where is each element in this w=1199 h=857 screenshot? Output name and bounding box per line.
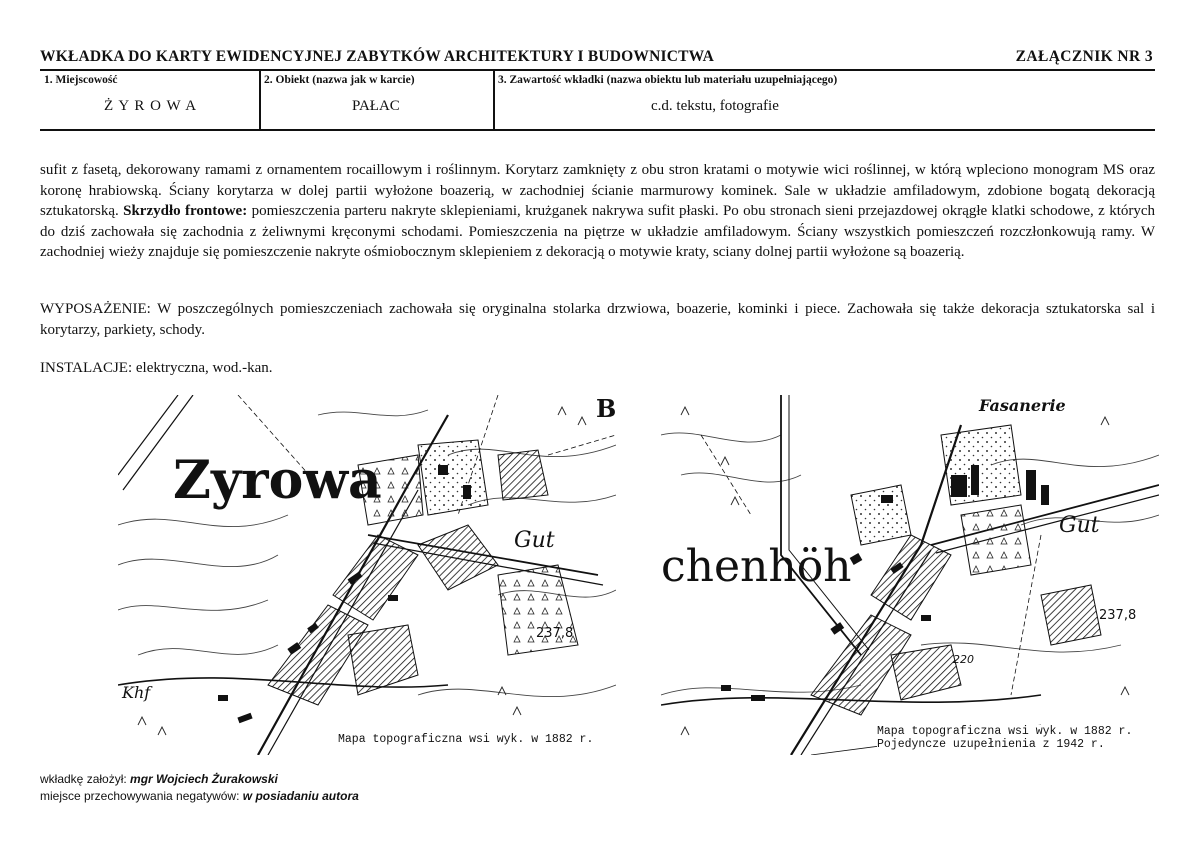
author-line <box>40 772 278 786</box>
field-object-value: PAŁAC <box>352 98 400 114</box>
storage-label: miejsce przechowywania negatywów: <box>40 789 240 803</box>
map-1882-1942-drawing <box>661 395 1159 755</box>
field-divider <box>493 70 495 130</box>
document-title: WKŁADKA DO KARTY EWIDENCYJNEJ ZABYTKÓW ARCHITEKTURY I BUDOWNICTWA <box>40 48 715 65</box>
map-1882-1942 <box>661 395 1159 755</box>
description-text-b: pomieszczenia parteru nakryte sklepieniami, krużganek nakrywa sufit płaski. Po obu stronach sieni przejazdowej okrągłe klatki schodowe, z których do dziś zachowała się zachodnia z żeliwnymi kręconymi schodami. Pomieszczenia na piętrze w układzie amfiladowym. Ściany wszystkich pomieszczeń rozczłonkowują ramy. W zachodniej wieży znajduje się pomieszczenie nakryte ośmiobocznym sklepieniem z dekoracją o motywie kraty, sciany dolnej partii wyłożone są boazerią. <box>40 203 1156 260</box>
header-top-rule <box>40 69 1155 71</box>
field-locality-value: Ż Y R O W A <box>104 98 198 114</box>
map-1942-fasanerie-label: Fasanerie <box>979 396 1066 415</box>
description-paragraph <box>40 160 1155 263</box>
furnishing-paragraph: WYPOSAŻENIE: W poszczególnych pomieszczeniach zachowała się oryginalna stolarka drzwiowa, boazerie, kominki i piece. Zachowała się także dekoracja sztukatorska sal i korytarzy, parkiety, schody. <box>40 301 1155 338</box>
storage-line <box>40 789 359 803</box>
installations-paragraph: INSTALACJE: elektryczna, wod.-kan. <box>40 360 273 376</box>
map-1942-contour-label: 220 <box>953 653 974 666</box>
storage-value: w posiadaniu autora <box>242 789 359 803</box>
map-1882 <box>118 395 616 755</box>
map-1882-gut-label: Gut <box>514 528 555 553</box>
map-1942-caption-line2: Pojedyncze uzupełnienia z 1942 r. <box>877 738 1105 751</box>
map-1942-caption <box>877 725 1132 751</box>
field-object-label: 2. Obiekt (nazwa jak w karcie) <box>264 74 415 86</box>
field-contents-label: 3. Zawartość wkładki (nazwa obiektu lub materiału uzupełniającego) <box>498 74 838 86</box>
field-contents-value: c.d. tekstu, fotografie <box>651 98 779 114</box>
description-text-a: sufit z fasetą, dekorowany ramami z ornamentem rocaillowym i roślinnym. Korytarz zamknięty z obu stron kratami o motywie wici roślinnej, w którą wpleciono monogram MS oraz koronę hrabiowską. Ściany korytarza w dolej partii wyłożone boazerią, w zachodniej ścianie marmurowy kominek. Sale w układzie amfiladowym, zdobione bogatą dekoracją sztukatorską. <box>40 162 1155 219</box>
map-1942-elevation-label: 237,8 <box>1099 608 1137 623</box>
field-divider <box>259 70 261 130</box>
map-1942-gut-label: Gut <box>1059 513 1100 538</box>
field-locality-label: 1. Miejscowość <box>44 74 118 86</box>
map-1882-town-label: Zyrowa <box>173 450 382 511</box>
map-1882-caption: Mapa topograficzna wsi wyk. w 1882 r. <box>338 733 594 746</box>
map-1882-drawing <box>118 395 616 755</box>
header-bottom-rule <box>40 129 1155 131</box>
map-1942-caption-line1: Mapa topograficzna wsi wyk. w 1882 r. <box>877 725 1133 738</box>
map-1882-elevation-label: 237,8 <box>536 626 574 641</box>
annex-number: ZAŁĄCZNIK NR 3 <box>1015 48 1153 65</box>
map-1882-corner-label: B <box>596 395 616 423</box>
author-label: wkładkę założył: <box>40 772 127 786</box>
map-1882-khf-label: Khf <box>122 683 151 702</box>
front-wing-heading: Skrzydło frontowe: <box>123 203 248 219</box>
author-name: mgr Wojciech Żurakowski <box>130 772 278 786</box>
map-1942-town-label: chenhöh <box>661 541 852 592</box>
